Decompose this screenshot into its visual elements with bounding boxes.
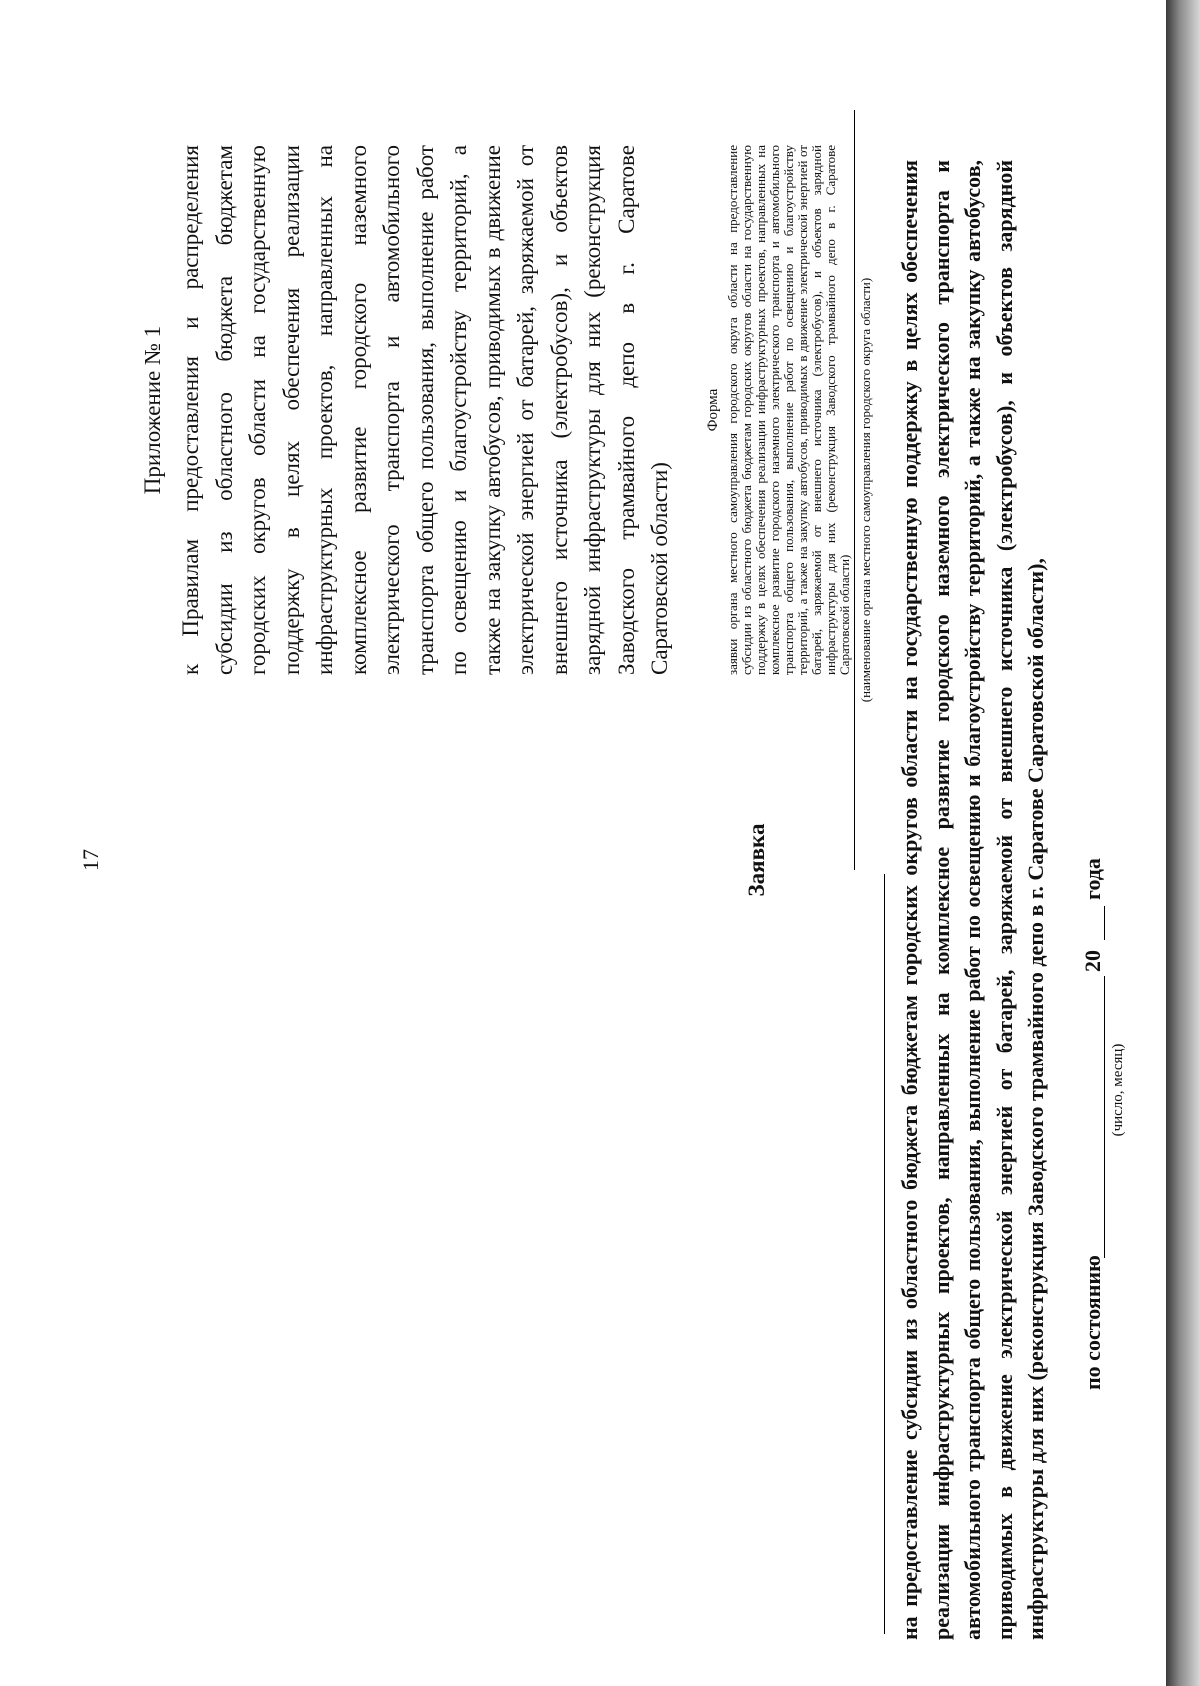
left-fill-line bbox=[884, 874, 885, 1634]
purpose-paragraph: на предоставление субсидии из областного бюджета бюджетам городских округов области на государственную поддержку в целях обеспечения реализации инфраструктурных проектов, направленных на комплексное развитие городского наземного электрического транспорта и автомобильного транспорта общего пользования, выполнение работ по освещению и благоустройству территорий, а также на закупку автобусов, приводимых в движение электрической энергией от батарей, заряжаемой от внешнего источника (электробусов), и объектов зарядной инфраструктуры для них (реконструкция Заводского трамвайного депо в г. Саратове Саратовской области), bbox=[897, 160, 1048, 1640]
date-caption: (число, месяц) bbox=[1110, 1043, 1126, 1137]
page-number: 17 bbox=[78, 849, 103, 871]
year-blank bbox=[1104, 906, 1105, 940]
document-page bbox=[40, 80, 1126, 1640]
scan-edge bbox=[1166, 0, 1200, 1686]
org-name-line bbox=[854, 110, 855, 870]
state-prefix: по состоянию bbox=[1080, 1255, 1105, 1390]
form-label: Форма bbox=[704, 388, 721, 432]
date-blank bbox=[1104, 976, 1105, 1258]
appendix-title: Приложение № 1 bbox=[140, 325, 165, 495]
org-name-caption: (наименование органа местного самоуправления городского округа области) bbox=[858, 277, 873, 703]
document-title: Заявка bbox=[744, 823, 769, 897]
year-prefix: 20 bbox=[1080, 950, 1105, 972]
form-description: заявки органа местного самоуправления городского округа области на предоставление субсидии из областного бюджета бюджетам городских округов области на государственную поддержку в целях обеспечения реализации инфраструктурных проектов, направленных на комплексное развитие городского наземного электрического транспорта и автомобильного транспорта общего пользования, выполнение работ по освещению и благоустройству территорий, а также на закупку автобусов, приводимых в движение электрической энергией от батарей, заряжаемой от внешнего источника (электробусов), и объектов зарядной инфраструктуры для них (реконструкция Заводского трамвайного депо в г. Саратове Саратовской области) bbox=[724, 145, 852, 675]
year-suffix: года bbox=[1080, 858, 1105, 900]
rules-reference-text: к Правилам предоставления и распределения субсидии из областного бюджета бюджетам городских округов области на государственную поддержку в целях обеспечения реализации инфраструктурных проектов, направленных на комплексное развитие городского наземного электрического транспорта и автомобильного транспорта общего пользования, выполнение работ по освещению и благоустройству территорий, а также на закупку автобусов, приводимых в движение электрической энергией от батарей, заряжаемой от внешнего источника (электробусов), и объектов зарядной инфраструктуры для них (реконструкция Заводского трамвайного депо в г. Саратове Саратовской области) bbox=[178, 145, 672, 675]
